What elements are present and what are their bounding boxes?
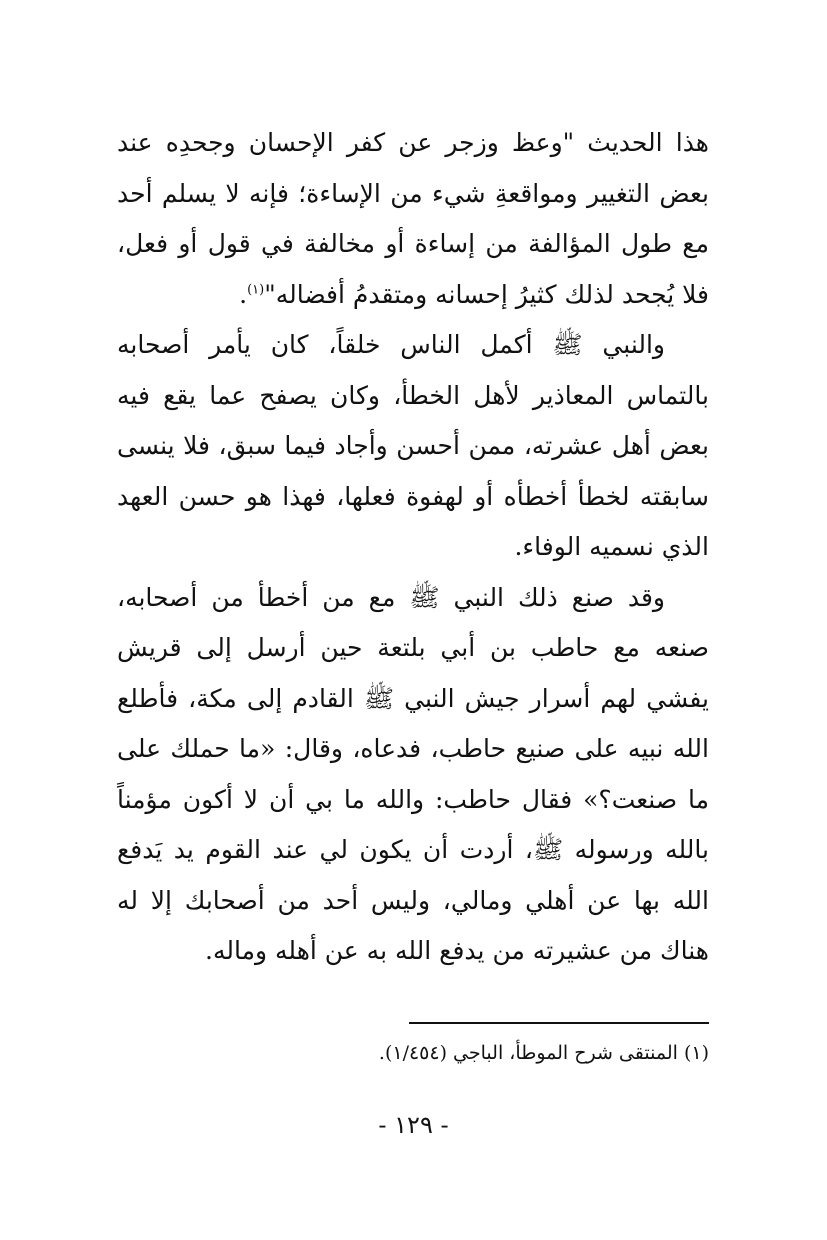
paragraph-2 — [117, 320, 709, 573]
paragraph-2-text: والنبي ﷺ أكمل الناس خلقاً، كان يأمر أصحابه بالتماس المعاذير لأهل الخطأ، وكان يصفح عما يقع فيه بعض أهل عشرته، ممن أحسن وأجاد فيما سبق، فلا ينسى سابقته لخطأ أخطأه أو لهفوة فعلها، فهذا هو حسن العهد الذي نسميه الوفاء. — [117, 330, 709, 561]
paragraph-1-text: هذا الحديث "وعظ وزجر عن كفر الإحسان وجحدِه عند بعض التغيير ومواقعةِ شيء من الإساءة؛ فإنه لا يسلم أحد مع طول المؤالفة من إساءة أو مخالفة في قول أو فعل، فلا يُجحد لذلك كثيرُ إحسانه ومتقدمُ أفضاله" — [117, 128, 709, 309]
paragraph-3-text: وقد صنع ذلك النبي ﷺ مع من أخطأ من أصحابه، صنعه مع حاطب بن أبي بلتعة حين أرسل إلى قريش يفشي لهم أسرار جيش النبي ﷺ القادم إلى مكة، فأطلع الله نبيه على صنيع حاطب، فدعاه، وقال: «ما حملك على ما صنعت؟» فقال حاطب: والله ما بي أن لا أكون مؤمناً بالله ورسوله ﷺ، أردت أن يكون لي عند القوم يد يَدفع الله بها عن أهلي ومالي، وليس أحد من أصحابك إلا له هناك من عشيرته من يدفع الله به عن أهله وماله. — [117, 582, 709, 965]
footnote-divider — [409, 1022, 709, 1024]
footnote-reference-1: (١) — [247, 282, 265, 298]
footnote: (١) المنتقى شرح الموطأ، الباجي (١/٤٥٤). — [378, 1042, 709, 1064]
page-number: - ١٢٩ - — [378, 1111, 449, 1139]
paragraph-1 — [117, 118, 709, 320]
main-text — [117, 118, 709, 977]
paragraph-3 — [117, 573, 709, 977]
paragraph-1-tail: . — [239, 279, 248, 309]
